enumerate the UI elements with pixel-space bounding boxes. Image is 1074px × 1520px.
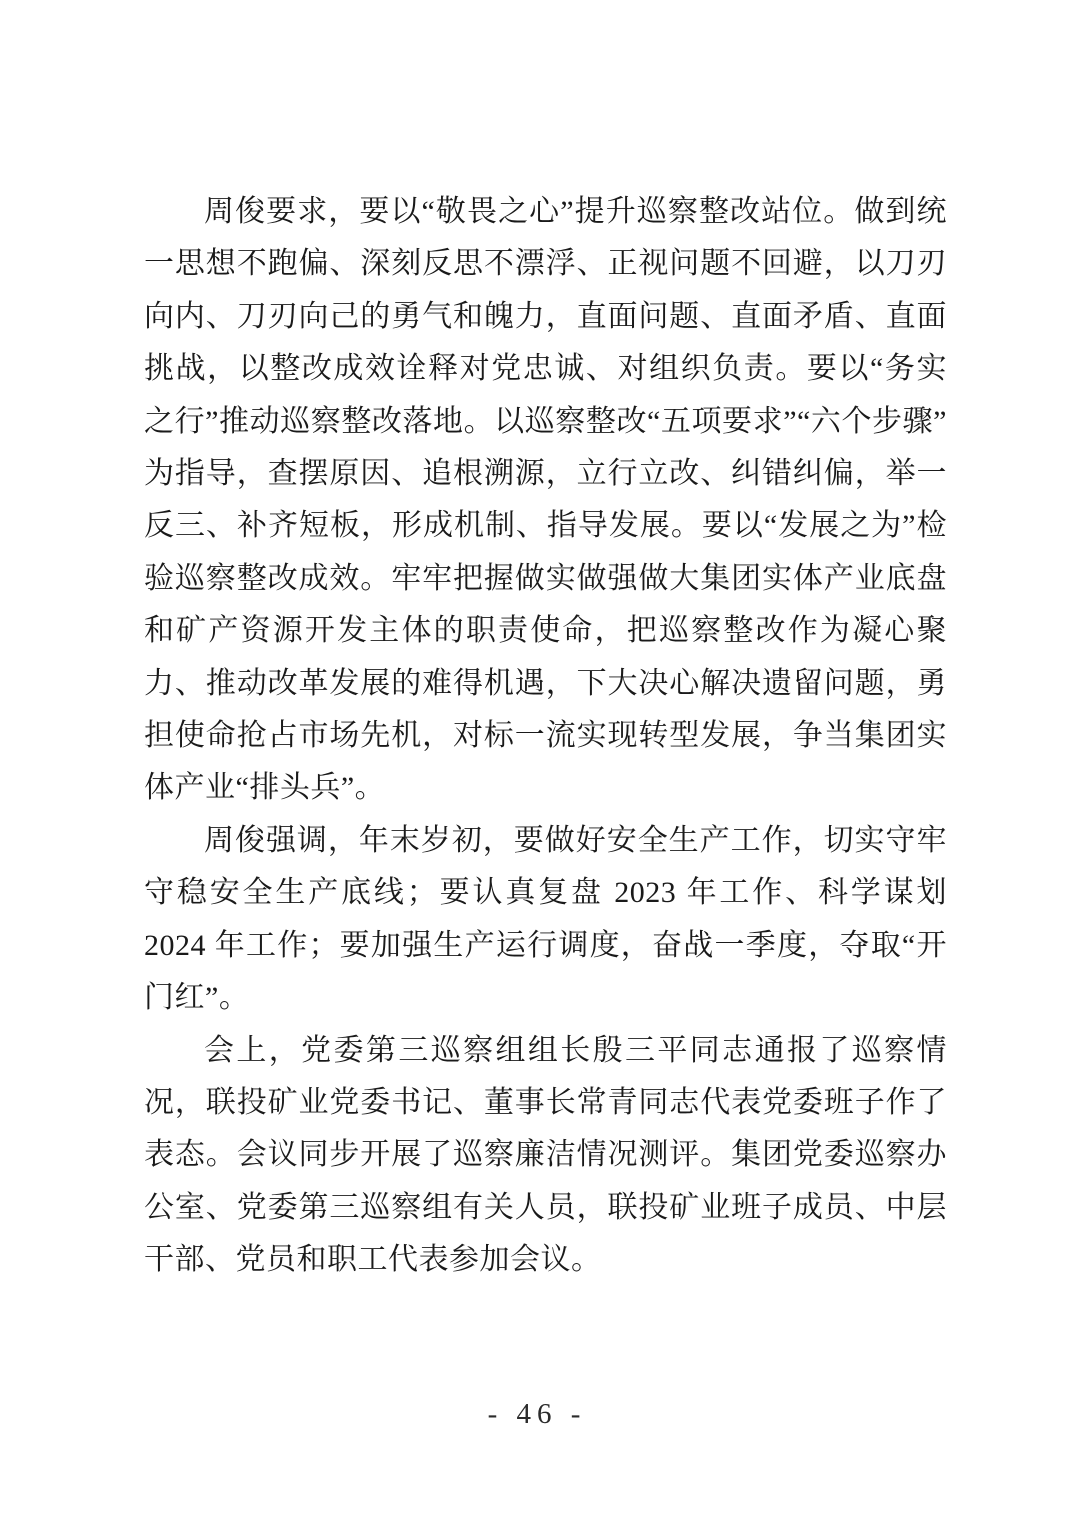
page-number: - 46 - [487, 1398, 587, 1430]
paragraph-1: 周俊要求，要以“敬畏之心”提升巡察整改站位。做到统一思想不跑偏、深刻反思不漂浮、正视问题不回避，以刀刃向内、刀刃向己的勇气和魄力，直面问题、直面矛盾、直面挑战，以整改成效诠释对党忠诚、对组织负责。要以“务实之行”推动巡察整改落地。以巡察整改“五项要求”“六个步骤”为指导，查摆原因、追根溯源，立行立改、纠错纠偏，举一反三、补齐短板，形成机制、指导发展。要以“发展之为”检验巡察整改成效。牢牢把握做实做强做大集团实体产业底盘和矿产资源开发主体的职责使命，把巡察整改作为凝心聚力、推动改革发展的难得机遇，下大决心解决遗留问题，勇担使命抢占市场先机，对标一流实现转型发展，争当集团实体产业“排头兵”。 [144, 195, 947, 805]
document-body [144, 186, 947, 1287]
paragraph-3: 会上，党委第三巡察组组长殷三平同志通报了巡察情况，联投矿业党委书记、董事长常青同志代表党委班子作了表态。会议同步开展了巡察廉洁情况测评。集团党委巡察办公室、党委第三巡察组有关人员，联投矿业班子成员、中层干部、党员和职工代表参加会议。 [144, 1033, 947, 1277]
paragraph-2: 周俊强调，年末岁初，要做好安全生产工作，切实守牢守稳安全生产底线；要认真复盘 2023 年工作、科学谋划 2024 年工作；要加强生产运行调度，奋战一季度，夺取“开门红”。 [144, 823, 947, 1015]
page-footer [0, 1398, 1074, 1431]
